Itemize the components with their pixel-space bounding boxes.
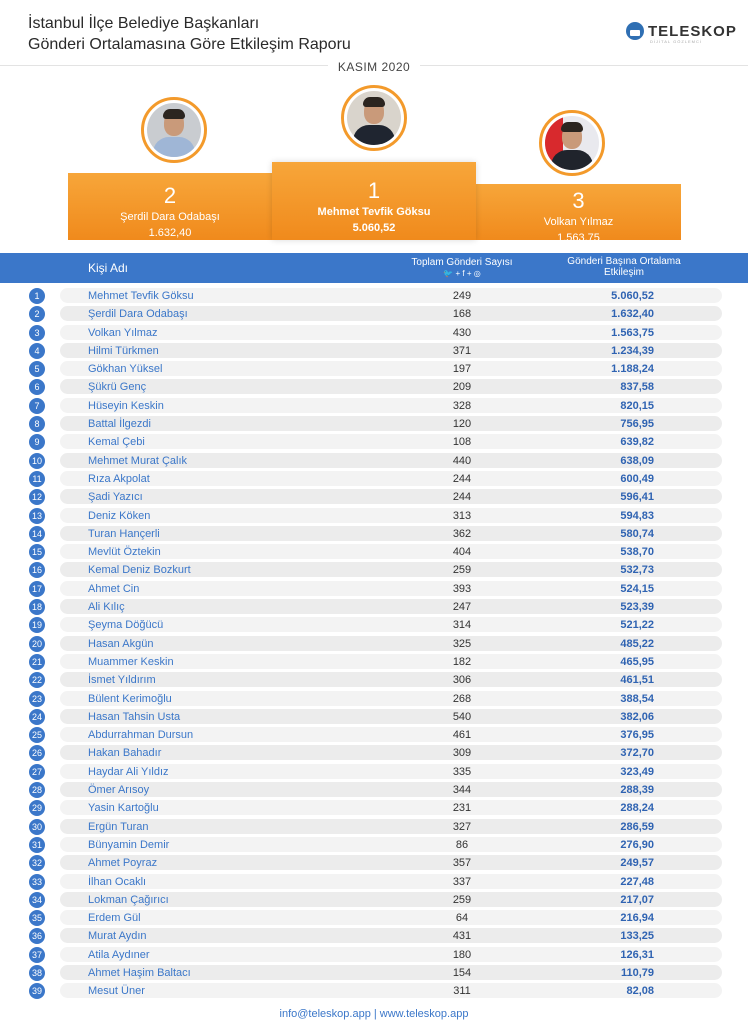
person-name: Haydar Ali Yıldız [88,765,169,778]
person-name: Battal İlgezdi [88,418,151,431]
post-count: 244 [452,491,472,504]
person-name: Şadi Yazıcı [88,491,143,504]
rank-badge: 38 [29,965,45,981]
post-count: 309 [452,747,472,760]
average-engagement: 524,15 [620,582,654,595]
post-count: 314 [452,619,472,632]
rank-badge: 13 [29,508,45,524]
table-row [0,580,748,598]
average-engagement: 110,79 [620,966,654,979]
report-title [28,13,351,55]
table-row [0,635,748,653]
table-row [0,982,748,1000]
table-row [0,507,748,525]
post-count: 249 [452,290,472,302]
table-row [0,799,748,817]
rank-badge: 19 [29,617,45,633]
average-engagement: 5.060,52 [611,290,654,302]
post-count: 182 [452,655,472,668]
rank-badge: 4 [29,343,45,359]
table-row [0,305,748,323]
table-header [0,253,748,283]
rank-badge: 2 [29,306,45,322]
rank-badge: 30 [29,819,45,835]
table-row [0,378,748,396]
table-row [0,873,748,891]
post-count: 335 [452,765,472,778]
average-engagement: 376,95 [620,729,654,742]
table-row [0,708,748,726]
table-row [0,360,748,378]
average-engagement: 837,58 [620,381,654,394]
post-count: 362 [452,527,472,540]
rank-badge: 25 [29,727,45,743]
person-name: Bünyamin Demir [88,838,170,851]
rank-badge: 33 [29,874,45,890]
post-count: 393 [452,582,472,595]
table-row [0,488,748,506]
rank-badge: 31 [29,837,45,853]
table-row [0,726,748,744]
average-engagement: 227,48 [620,875,654,888]
post-count: 259 [452,893,472,906]
person-name: Volkan Yılmaz [88,326,158,339]
rank-badge: 29 [29,800,45,816]
person-name: Ömer Arısoy [88,784,150,797]
person-name: Şeyma Döğücü [88,619,164,632]
person-name: Hakan Bahadır [88,747,162,760]
person-name: Hasan Akgün [88,637,154,650]
podium-second-name: Şerdil Dara Odabaşı [120,211,220,223]
average-engagement: 1.632,40 [611,308,654,321]
post-count: 337 [452,875,472,888]
table-row [0,324,748,342]
average-engagement: 1.234,39 [611,344,654,357]
podium-first-rank: 1 [367,178,381,203]
post-count: 86 [455,838,469,851]
post-count: 197 [452,363,472,376]
rank-badge: 18 [29,599,45,615]
period-row [0,58,748,76]
post-count: 357 [452,857,472,870]
footer-contact: info@teleskop.app | www.teleskop.app [279,1008,469,1020]
person-name: Abdurrahman Dursun [88,729,194,742]
post-count: 327 [452,820,472,833]
post-count: 259 [452,564,472,577]
rank-badge: 26 [29,745,45,761]
rank-badge: 5 [29,361,45,377]
podium-third-value: 1.563,75 [557,232,600,244]
table-row [0,287,748,305]
average-engagement: 596,41 [620,491,654,504]
column-count-title: Toplam Gönderi Sayısı [411,257,513,268]
person-name: Atila Aydıner [88,948,150,961]
table-row [0,616,748,634]
person-name: Ahmet Haşim Baltacı [88,966,191,979]
average-engagement: 216,94 [620,912,654,925]
person-name: Mehmet Tevfik Göksu [88,290,194,302]
person-name: Hüseyin Keskin [88,399,164,412]
avatar-second-place [141,97,207,163]
post-count: 64 [455,912,469,925]
rank-badge: 11 [29,471,45,487]
rank-badge: 37 [29,947,45,963]
average-engagement: 580,74 [620,527,654,540]
person-name: Şerdil Dara Odabaşı [88,308,188,321]
person-name: İsmet Yıldırım [88,674,156,687]
average-engagement: 323,49 [620,765,654,778]
person-name: Rıza Akpolat [88,472,150,485]
rank-badge: 14 [29,526,45,542]
podium-third [476,184,681,244]
table-row [0,964,748,982]
average-engagement: 820,15 [620,399,654,412]
podium-third-rank: 3 [572,188,585,213]
table-row [0,452,748,470]
table-row [0,598,748,616]
rank-badge: 23 [29,691,45,707]
column-avg-header: Gönderi Başına Ortalama Etkileşim [567,256,681,278]
post-count: 440 [452,454,472,467]
podium-first [272,162,476,240]
post-count: 209 [452,381,472,394]
rank-badge: 3 [29,325,45,341]
rank-badge: 34 [29,892,45,908]
rank-badge: 12 [29,489,45,505]
report-header [0,0,748,66]
rank-badge: 36 [29,928,45,944]
brand-name: TELESKOP [648,22,737,40]
person-name: Ahmet Poyraz [88,857,158,870]
table-row [0,854,748,872]
post-count: 108 [452,436,472,449]
post-count: 154 [452,966,472,979]
person-name: Mesut Üner [88,985,145,998]
table-row [0,891,748,909]
rank-badge: 8 [29,416,45,432]
rank-badge: 15 [29,544,45,560]
person-name: Şükrü Genç [88,381,147,394]
podium-second [68,173,272,240]
podium-second-value: 1.632,40 [148,227,192,239]
average-engagement: 372,70 [620,747,654,760]
post-count: 306 [452,674,472,687]
person-name: Yasin Kartoğlu [88,802,159,815]
person-name: Ergün Turan [88,820,149,833]
person-name: Turan Hançerli [88,527,160,540]
average-engagement: 461,51 [620,674,654,687]
average-engagement: 249,57 [620,857,654,870]
average-engagement: 532,73 [620,564,654,577]
rank-badge: 24 [29,709,45,725]
person-name: Mevlüt Öztekin [88,546,161,559]
average-engagement: 217,07 [620,893,654,906]
average-engagement: 600,49 [620,472,654,485]
table-row [0,543,748,561]
average-engagement: 538,70 [620,546,654,559]
person-name: Kemal Çebi [88,436,145,449]
person-name: Bülent Kerimoğlu [88,692,172,705]
post-count: 231 [452,802,472,815]
post-count: 180 [452,948,472,961]
average-engagement: 382,06 [620,710,654,723]
post-count: 247 [452,601,472,614]
avatar-first-place [341,85,407,151]
average-engagement: 594,83 [620,509,654,522]
podium-third-name: Volkan Yılmaz [543,216,614,228]
rank-badge: 6 [29,379,45,395]
table-row [0,397,748,415]
average-engagement: 638,09 [620,454,654,467]
average-engagement: 286,59 [620,820,654,833]
rank-badge: 32 [29,855,45,871]
average-engagement: 1.188,24 [611,363,654,376]
average-engagement: 276,90 [620,838,654,851]
rank-badge: 39 [29,983,45,999]
post-count: 328 [452,399,472,412]
table-row [0,836,748,854]
average-engagement: 388,54 [620,692,654,705]
average-engagement: 639,82 [620,436,654,449]
rank-badge: 21 [29,654,45,670]
avatar-third-place [539,110,605,176]
table-row [0,744,748,762]
post-count: 244 [452,472,472,485]
table-row [0,415,748,433]
table-row [0,690,748,708]
rank-badge: 9 [29,434,45,450]
average-engagement: 756,95 [620,418,654,431]
post-count: 168 [452,308,472,321]
rank-badge: 7 [29,398,45,414]
post-count: 404 [452,546,472,559]
telescope-icon [626,22,644,40]
brand-logo [626,22,737,44]
post-count: 313 [452,509,472,522]
title-line-2: Gönderi Ortalamasına Göre Etkileşim Raporu [28,36,351,53]
person-name: İlhan Ocaklı [88,875,147,888]
column-name-header: Kişi Adı [88,261,129,275]
post-count: 371 [452,344,472,357]
average-engagement: 485,22 [620,637,654,650]
table-row [0,525,748,543]
rank-badge: 1 [29,288,45,304]
podium-second-rank: 2 [163,183,177,208]
person-name: Hasan Tahsin Usta [88,710,181,723]
post-count: 461 [452,729,472,742]
rank-badge: 16 [29,562,45,578]
post-count: 344 [452,784,472,797]
post-count: 325 [452,637,472,650]
average-engagement: 82,08 [626,985,654,998]
podium-first-name: Mehmet Tevfik Göksu [317,206,431,218]
column-count-header [400,257,524,279]
average-engagement: 126,31 [620,948,654,961]
table-row [0,470,748,488]
table-row [0,946,748,964]
rank-badge: 22 [29,672,45,688]
person-name: Hilmi Türkmen [88,344,159,357]
social-icons: 🐦 + f + ◎ [443,269,481,278]
person-name: Deniz Köken [88,509,151,522]
title-line-1: İstanbul İlçe Belediye Başkanları [28,15,260,32]
average-engagement: 288,39 [620,784,654,797]
post-count: 120 [452,418,472,431]
person-name: Erdem Gül [88,912,141,925]
table-row [0,909,748,927]
table-row [0,671,748,689]
table-row [0,927,748,945]
rank-badge: 20 [29,636,45,652]
podium-first-value: 5.060,52 [352,222,396,234]
person-name: Ali Kılıç [88,601,125,614]
post-count: 311 [453,985,471,998]
rank-badge: 28 [29,782,45,798]
table-row [0,342,748,360]
person-name: Mehmet Murat Çalık [88,454,188,467]
table-row [0,818,748,836]
average-engagement: 288,24 [620,802,654,815]
person-name: Kemal Deniz Bozkurt [88,564,191,577]
post-count: 431 [452,930,472,943]
ranking-list [0,287,748,1001]
person-name: Ahmet Cin [88,582,140,595]
brand-subtitle: DİJİTAL GÖZLEMCİ [650,39,703,44]
table-row [0,781,748,799]
average-engagement: 1.563,75 [611,326,654,339]
table-row [0,653,748,671]
rank-badge: 35 [29,910,45,926]
rank-badge: 10 [29,453,45,469]
post-count: 430 [452,326,472,339]
rank-badge: 17 [29,581,45,597]
person-name: Lokman Çağırıcı [88,893,169,906]
person-name: Muammer Keskin [88,655,174,668]
average-engagement: 523,39 [620,601,654,614]
post-count: 540 [452,710,472,723]
period-label: KASIM 2020 [328,60,420,74]
average-engagement: 133,25 [620,930,654,943]
rank-badge: 27 [29,764,45,780]
table-row [0,561,748,579]
table-row [0,763,748,781]
average-engagement: 521,22 [620,619,654,632]
table-row [0,433,748,451]
average-engagement: 465,95 [620,655,654,668]
person-name: Gökhan Yüksel [88,363,163,376]
person-name: Murat Aydın [88,930,147,943]
post-count: 268 [452,692,472,705]
